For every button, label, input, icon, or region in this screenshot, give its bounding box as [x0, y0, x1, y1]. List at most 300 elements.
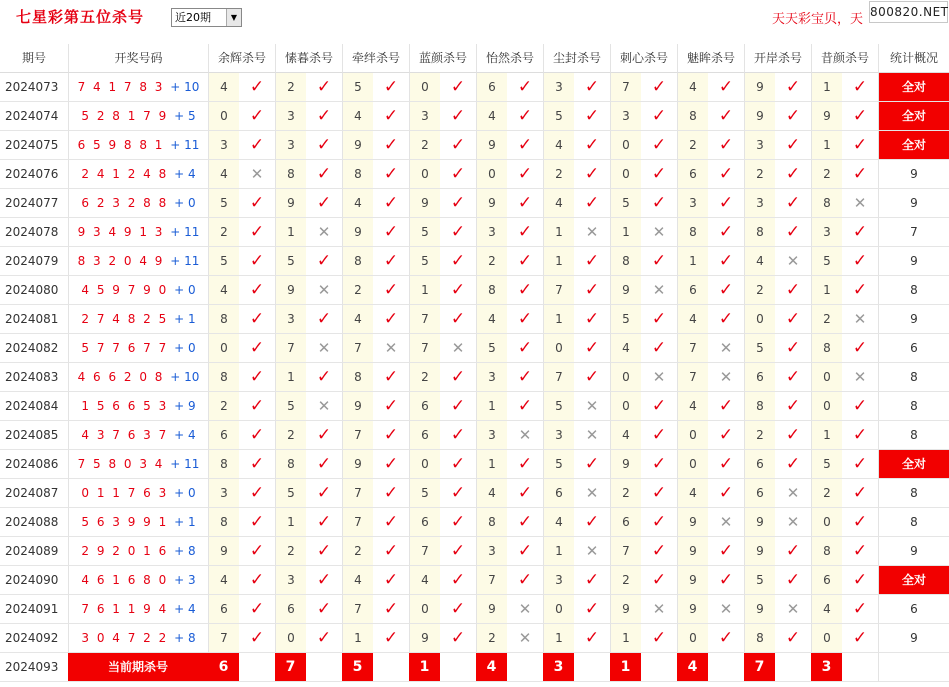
top-bar	[0, 0, 949, 44]
current-blank	[373, 653, 409, 682]
kill-value: 7	[543, 276, 574, 305]
current-kill-value: 7	[275, 653, 306, 682]
issue-number: 2024086	[0, 450, 68, 479]
draw-numbers	[68, 73, 208, 102]
kill-value: 0	[811, 624, 842, 653]
kill-value: 8	[610, 247, 641, 276]
cross-icon: ✕	[440, 334, 476, 363]
issue-number: 2024077	[0, 189, 68, 218]
kill-value: 5	[543, 102, 574, 131]
cross-icon: ✕	[574, 479, 610, 508]
check-icon: ✓	[239, 334, 275, 363]
kill-value: 4	[543, 508, 574, 537]
draw-digits: 6 5 9 8 8 1	[77, 138, 165, 152]
cross-icon: ✕	[574, 392, 610, 421]
header-expert: 开岸杀号	[744, 44, 811, 73]
check-icon: ✓	[507, 189, 543, 218]
kill-value: 3	[811, 218, 842, 247]
issue-number: 2024074	[0, 102, 68, 131]
check-icon: ✓	[775, 160, 811, 189]
kill-value: 4	[208, 276, 239, 305]
kill-value: 9	[744, 73, 775, 102]
kill-value: 4	[342, 305, 373, 334]
kill-value: 7	[342, 421, 373, 450]
kill-value: 8	[677, 218, 708, 247]
check-icon: ✓	[574, 305, 610, 334]
check-icon: ✓	[775, 131, 811, 160]
table-row	[0, 131, 949, 160]
check-icon: ✓	[641, 479, 677, 508]
kill-value: 9	[677, 508, 708, 537]
issue-number: 2024075	[0, 131, 68, 160]
cross-icon: ✕	[574, 421, 610, 450]
issue-number: 2024083	[0, 363, 68, 392]
check-icon: ✓	[306, 247, 342, 276]
kill-value: 1	[409, 276, 440, 305]
kill-value: 3	[476, 421, 507, 450]
check-icon: ✓	[708, 160, 744, 189]
kill-value: 1	[811, 276, 842, 305]
check-icon: ✓	[507, 160, 543, 189]
kill-value: 4	[543, 131, 574, 160]
kill-value: 1	[610, 624, 641, 653]
table-row	[0, 334, 949, 363]
kill-value: 4	[476, 102, 507, 131]
check-icon: ✓	[708, 392, 744, 421]
draw-bonus: + 0	[174, 486, 196, 500]
kill-value: 4	[543, 189, 574, 218]
kill-value: 6	[811, 566, 842, 595]
kill-value: 5	[409, 479, 440, 508]
check-icon: ✓	[775, 363, 811, 392]
check-icon: ✓	[708, 189, 744, 218]
kill-value: 7	[208, 624, 239, 653]
kill-value: 1	[275, 363, 306, 392]
kill-value: 3	[610, 102, 641, 131]
draw-digits: 7 5 8 0 3 4	[77, 457, 165, 471]
cross-icon: ✕	[641, 276, 677, 305]
kill-value: 4	[476, 305, 507, 334]
kill-value: 5	[409, 247, 440, 276]
kill-value: 3	[275, 102, 306, 131]
kill-value: 1	[543, 305, 574, 334]
check-icon: ✓	[440, 218, 476, 247]
kill-value: 2	[744, 276, 775, 305]
check-icon: ✓	[574, 363, 610, 392]
current-kill-value: 4	[677, 653, 708, 682]
check-icon: ✓	[507, 247, 543, 276]
check-icon: ✓	[641, 102, 677, 131]
draw-bonus: + 11	[170, 138, 200, 152]
check-icon: ✓	[239, 624, 275, 653]
draw-digits: 0 1 1 7 6 3	[81, 486, 169, 500]
kill-value: 9	[476, 595, 507, 624]
kill-value: 3	[543, 566, 574, 595]
kill-value: 0	[208, 102, 239, 131]
kill-value: 4	[342, 566, 373, 595]
kill-value: 0	[543, 334, 574, 363]
draw-numbers	[68, 392, 208, 421]
table-row	[0, 566, 949, 595]
check-icon: ✓	[373, 450, 409, 479]
check-icon: ✓	[373, 73, 409, 102]
kill-value: 2	[208, 218, 239, 247]
table-row	[0, 450, 949, 479]
kill-value: 2	[275, 421, 306, 450]
check-icon: ✓	[842, 276, 878, 305]
kill-value: 8	[342, 247, 373, 276]
kill-value: 3	[275, 131, 306, 160]
check-icon: ✓	[842, 421, 878, 450]
kill-value: 5	[275, 247, 306, 276]
kill-value: 3	[409, 102, 440, 131]
check-icon: ✓	[239, 537, 275, 566]
check-icon: ✓	[373, 305, 409, 334]
kill-value: 4	[342, 102, 373, 131]
kill-value: 0	[610, 160, 641, 189]
check-icon: ✓	[775, 392, 811, 421]
issue-number: 2024078	[0, 218, 68, 247]
draw-digits: 9 3 4 9 1 3	[77, 225, 165, 239]
check-icon: ✓	[373, 276, 409, 305]
kill-value: 0	[677, 624, 708, 653]
kill-value: 1	[677, 247, 708, 276]
draw-numbers	[68, 363, 208, 392]
kill-value: 5	[208, 247, 239, 276]
check-icon: ✓	[239, 595, 275, 624]
kill-value: 2	[342, 537, 373, 566]
check-icon: ✓	[239, 276, 275, 305]
kill-value: 8	[476, 508, 507, 537]
check-icon: ✓	[775, 450, 811, 479]
kill-value: 2	[610, 479, 641, 508]
table-row	[0, 305, 949, 334]
kill-value: 8	[208, 363, 239, 392]
kill-value: 5	[610, 305, 641, 334]
kill-value: 1	[275, 508, 306, 537]
kill-value: 9	[811, 102, 842, 131]
check-icon: ✓	[306, 537, 342, 566]
kill-value: 5	[275, 479, 306, 508]
check-icon: ✓	[708, 247, 744, 276]
correct-count: 9	[878, 624, 949, 653]
draw-digits: 4 6 1 6 8 0	[81, 573, 169, 587]
issue-number: 2024081	[0, 305, 68, 334]
check-icon: ✓	[775, 566, 811, 595]
check-icon: ✓	[708, 450, 744, 479]
table-row	[0, 537, 949, 566]
kill-value: 9	[610, 450, 641, 479]
header-expert: 牵绊杀号	[342, 44, 409, 73]
kill-value: 2	[409, 363, 440, 392]
check-icon: ✓	[306, 73, 342, 102]
kill-value: 6	[744, 479, 775, 508]
correct-count: 7	[878, 218, 949, 247]
kill-value: 8	[342, 160, 373, 189]
kill-value: 1	[543, 218, 574, 247]
kill-value: 9	[476, 131, 507, 160]
table-row	[0, 624, 949, 653]
kill-value: 7	[409, 305, 440, 334]
check-icon: ✓	[373, 595, 409, 624]
kill-value: 5	[275, 392, 306, 421]
kill-value: 9	[275, 276, 306, 305]
cross-icon: ✕	[306, 218, 342, 247]
draw-digits: 1 5 6 6 5 3	[81, 399, 169, 413]
check-icon: ✓	[842, 450, 878, 479]
slogan-link[interactable]: 天天彩宝贝，天	[772, 12, 864, 27]
kill-value: 4	[811, 595, 842, 624]
header-expert: 魅眸杀号	[677, 44, 744, 73]
table-row	[0, 363, 949, 392]
draw-numbers	[68, 450, 208, 479]
check-icon: ✓	[708, 479, 744, 508]
check-icon: ✓	[842, 218, 878, 247]
site-domain-badge[interactable]: 800820.NET	[869, 1, 948, 23]
draw-digits: 3 0 4 7 2 2	[81, 631, 169, 645]
kill-value: 9	[409, 624, 440, 653]
kill-value: 8	[208, 450, 239, 479]
kill-value: 9	[744, 537, 775, 566]
check-icon: ✓	[507, 131, 543, 160]
draw-numbers	[68, 566, 208, 595]
kill-value: 2	[476, 247, 507, 276]
kill-value: 7	[275, 334, 306, 363]
check-icon: ✓	[507, 276, 543, 305]
kill-value: 1	[476, 450, 507, 479]
kill-value: 8	[208, 508, 239, 537]
kill-value: 2	[476, 624, 507, 653]
correct-count: 8	[878, 276, 949, 305]
check-icon: ✓	[306, 479, 342, 508]
current-kill-value: 5	[342, 653, 373, 682]
check-icon: ✓	[306, 305, 342, 334]
check-icon: ✓	[842, 102, 878, 131]
table-header	[0, 44, 949, 73]
check-icon: ✓	[842, 479, 878, 508]
draw-digits: 5 6 3 9 9 1	[81, 515, 169, 529]
kill-value: 6	[677, 160, 708, 189]
check-icon: ✓	[440, 189, 476, 218]
kill-value: 5	[744, 334, 775, 363]
check-icon: ✓	[842, 508, 878, 537]
draw-digits: 8 3 2 0 4 9	[77, 254, 165, 268]
correct-count: 6	[878, 334, 949, 363]
current-stat	[878, 653, 949, 682]
draw-bonus: + 4	[174, 428, 196, 442]
check-icon: ✓	[641, 160, 677, 189]
check-icon: ✓	[641, 566, 677, 595]
kill-value: 0	[811, 392, 842, 421]
check-icon: ✓	[306, 508, 342, 537]
check-icon: ✓	[306, 363, 342, 392]
kill-value: 8	[275, 160, 306, 189]
kill-value: 6	[744, 363, 775, 392]
kill-value: 0	[543, 595, 574, 624]
check-icon: ✓	[440, 479, 476, 508]
kill-value: 2	[610, 566, 641, 595]
current-kill-value: 6	[208, 653, 239, 682]
kill-value: 6	[543, 479, 574, 508]
kill-value: 6	[409, 421, 440, 450]
header-stats: 统计概况	[878, 44, 949, 73]
check-icon: ✓	[239, 73, 275, 102]
current-kill-label: 当前期杀号	[68, 653, 208, 682]
check-icon: ✓	[239, 189, 275, 218]
check-icon: ✓	[507, 305, 543, 334]
kill-value: 2	[677, 131, 708, 160]
check-icon: ✓	[440, 305, 476, 334]
kill-value: 7	[476, 566, 507, 595]
check-icon: ✓	[574, 450, 610, 479]
cross-icon: ✕	[708, 334, 744, 363]
cross-icon: ✕	[507, 624, 543, 653]
check-icon: ✓	[574, 102, 610, 131]
kill-value: 5	[744, 566, 775, 595]
kill-value: 3	[543, 421, 574, 450]
check-icon: ✓	[775, 421, 811, 450]
cross-icon: ✕	[239, 160, 275, 189]
check-icon: ✓	[239, 508, 275, 537]
table-row	[0, 160, 949, 189]
kill-value: 8	[811, 189, 842, 218]
check-icon: ✓	[440, 566, 476, 595]
chevron-down-icon[interactable]: ▼	[226, 9, 241, 26]
check-icon: ✓	[775, 73, 811, 102]
kill-value: 5	[342, 73, 373, 102]
check-icon: ✓	[306, 131, 342, 160]
kill-value: 7	[543, 363, 574, 392]
check-icon: ✓	[842, 624, 878, 653]
draw-numbers	[68, 624, 208, 653]
issue-number: 2024084	[0, 392, 68, 421]
check-icon: ✓	[775, 189, 811, 218]
kill-value: 9	[342, 218, 373, 247]
cross-icon: ✕	[842, 189, 878, 218]
table-row	[0, 102, 949, 131]
issue-number: 2024090	[0, 566, 68, 595]
all-correct-badge: 全对	[878, 102, 949, 131]
kill-value: 8	[677, 102, 708, 131]
kill-value: 7	[342, 334, 373, 363]
draw-bonus: + 10	[170, 370, 200, 384]
check-icon: ✓	[440, 624, 476, 653]
kill-value: 6	[744, 450, 775, 479]
kill-value: 4	[610, 421, 641, 450]
kill-value: 9	[342, 131, 373, 160]
kill-value: 3	[543, 73, 574, 102]
kill-value: 4	[476, 479, 507, 508]
kill-value: 5	[543, 450, 574, 479]
check-icon: ✓	[306, 421, 342, 450]
check-icon: ✓	[775, 305, 811, 334]
check-icon: ✓	[440, 392, 476, 421]
check-icon: ✓	[775, 276, 811, 305]
kill-value: 0	[677, 450, 708, 479]
check-icon: ✓	[842, 537, 878, 566]
kill-value: 6	[677, 276, 708, 305]
kill-value: 6	[208, 421, 239, 450]
check-icon: ✓	[507, 537, 543, 566]
kill-value: 2	[811, 479, 842, 508]
kill-value: 8	[208, 305, 239, 334]
check-icon: ✓	[775, 537, 811, 566]
check-icon: ✓	[306, 450, 342, 479]
correct-count: 9	[878, 305, 949, 334]
kill-value: 0	[610, 131, 641, 160]
draw-bonus: + 0	[174, 283, 196, 297]
draw-bonus: + 11	[170, 254, 200, 268]
table-row	[0, 479, 949, 508]
kill-value: 4	[208, 73, 239, 102]
kill-value: 0	[409, 450, 440, 479]
check-icon: ✓	[775, 624, 811, 653]
check-icon: ✓	[373, 218, 409, 247]
issue-number: 2024085	[0, 421, 68, 450]
check-icon: ✓	[306, 624, 342, 653]
kill-value: 5	[208, 189, 239, 218]
kill-value: 0	[275, 624, 306, 653]
draw-digits: 5 7 7 6 7 7	[81, 341, 169, 355]
current-blank	[842, 653, 878, 682]
kill-value: 4	[208, 566, 239, 595]
kill-value: 9	[275, 189, 306, 218]
kill-value: 0	[476, 160, 507, 189]
check-icon: ✓	[641, 247, 677, 276]
check-icon: ✓	[440, 102, 476, 131]
check-icon: ✓	[507, 392, 543, 421]
correct-count: 8	[878, 392, 949, 421]
cross-icon: ✕	[641, 218, 677, 247]
kill-value: 2	[543, 160, 574, 189]
check-icon: ✓	[574, 247, 610, 276]
current-blank	[306, 653, 342, 682]
table-row	[0, 508, 949, 537]
check-icon: ✓	[507, 508, 543, 537]
check-icon: ✓	[507, 479, 543, 508]
current-blank	[239, 653, 275, 682]
check-icon: ✓	[373, 508, 409, 537]
kill-value: 0	[610, 392, 641, 421]
kill-value: 4	[677, 73, 708, 102]
check-icon: ✓	[641, 305, 677, 334]
table-row	[0, 421, 949, 450]
cross-icon: ✕	[306, 276, 342, 305]
check-icon: ✓	[373, 247, 409, 276]
check-icon: ✓	[708, 102, 744, 131]
draw-numbers	[68, 218, 208, 247]
page-title: 七星彩第五位杀号	[16, 8, 145, 26]
check-icon: ✓	[507, 566, 543, 595]
table-row	[0, 392, 949, 421]
draw-bonus: + 4	[174, 602, 196, 616]
check-icon: ✓	[440, 160, 476, 189]
correct-count: 8	[878, 421, 949, 450]
check-icon: ✓	[239, 479, 275, 508]
cross-icon: ✕	[775, 479, 811, 508]
check-icon: ✓	[373, 131, 409, 160]
header-expert: 愫暮杀号	[275, 44, 342, 73]
kill-value: 3	[677, 189, 708, 218]
period-select[interactable]	[171, 8, 242, 27]
kill-value: 9	[610, 595, 641, 624]
kill-value: 6	[275, 595, 306, 624]
draw-bonus: + 5	[174, 109, 196, 123]
draw-numbers	[68, 334, 208, 363]
kill-value: 3	[744, 131, 775, 160]
check-icon: ✓	[239, 131, 275, 160]
kill-value: 1	[476, 392, 507, 421]
